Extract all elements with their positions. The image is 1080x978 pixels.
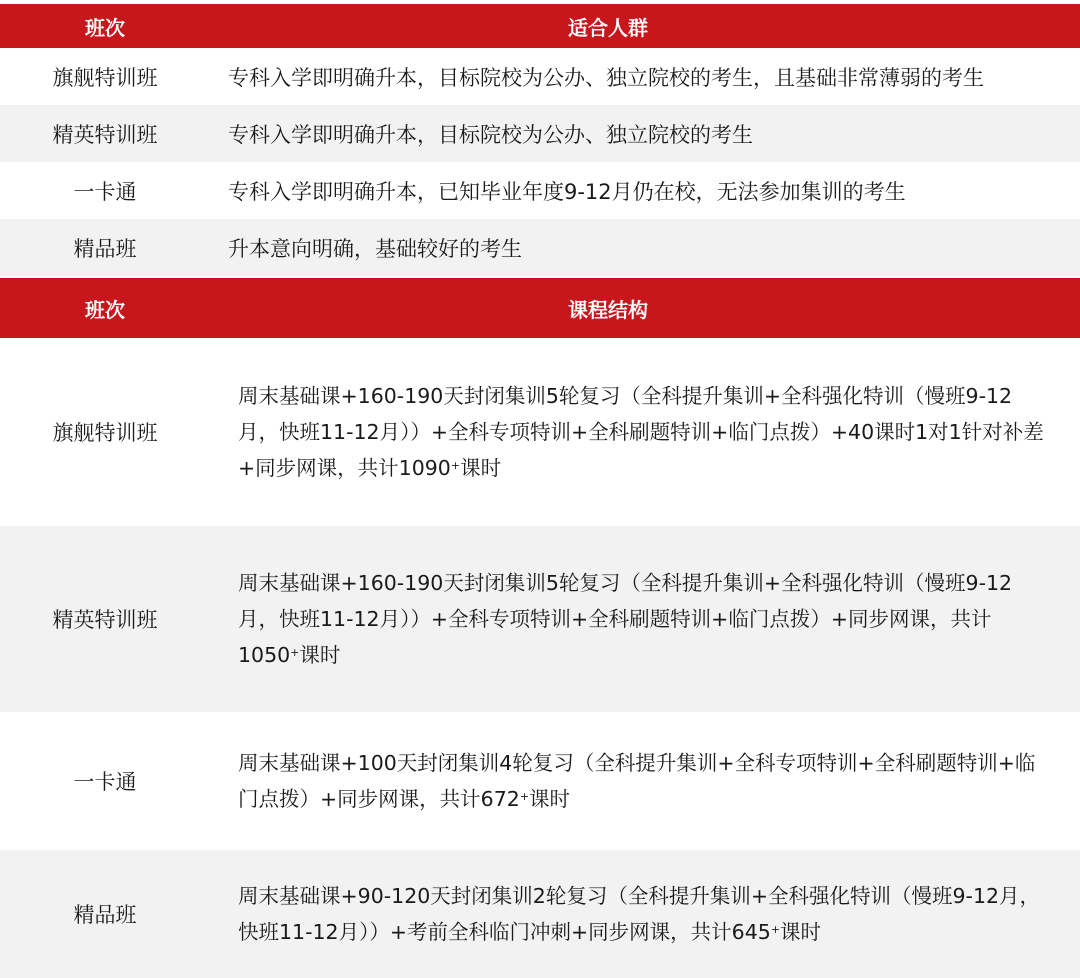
header-structure: 课程结构 — [568, 297, 648, 322]
class-name: 旗舰特训班 — [52, 65, 158, 90]
audience-desc: 升本意向明确，基础较好的考生 — [228, 236, 522, 261]
class-name: 精品班 — [73, 236, 137, 261]
table-row — [0, 850, 1080, 978]
plus-superscript: + — [290, 646, 300, 659]
course-structure-table — [0, 278, 1080, 978]
table-row — [0, 219, 1080, 276]
table-header — [0, 4, 1080, 48]
table-row — [0, 338, 1080, 526]
header-audience: 适合人群 — [568, 15, 648, 40]
plus-superscript: + — [770, 923, 781, 936]
audience-desc: 专科入学即明确升本，目标院校为公办、独立院校的考生，且基础非常薄弱的考生 — [228, 65, 984, 90]
unit-text: 课时 — [460, 456, 502, 480]
unit-text: 课时 — [780, 920, 822, 944]
header-class: 班次 — [85, 15, 125, 40]
structure-desc — [210, 745, 1080, 817]
class-name: 旗舰特训班 — [52, 421, 158, 445]
class-name: 精品班 — [73, 903, 137, 927]
class-name: 精英特训班 — [52, 122, 158, 147]
class-name: 精英特训班 — [52, 608, 158, 632]
structure-desc — [210, 565, 1080, 673]
class-name: 一卡通 — [73, 179, 137, 204]
audience-desc: 专科入学即明确升本，目标院校为公办、独立院校的考生 — [228, 122, 753, 147]
plus-superscript: + — [519, 790, 530, 803]
table-header — [0, 278, 1080, 338]
plus-superscript: + — [450, 459, 461, 472]
structure-desc — [210, 878, 1080, 950]
structure-text: 周末基础课+160-190天封闭集训5轮复习（全科提升集训+全科强化特训（慢班9-12月，快班11-12月））+全科专项特训+全科刷题特训+临门点拨）+40课时1对1针对补差+同步网课，共计1090 — [238, 384, 1044, 480]
unit-text: 课时 — [299, 643, 341, 667]
header-class: 班次 — [85, 297, 125, 322]
structure-desc — [210, 378, 1080, 486]
table-row — [0, 526, 1080, 712]
table-row — [0, 162, 1080, 219]
table-row — [0, 712, 1080, 850]
structure-text: 周末基础课+90-120天封闭集训2轮复习（全科提升集训+全科强化特训（慢班9-12月，快班11-12月））+考前全科临门冲刺+同步网课，共计645 — [238, 884, 1041, 944]
structure-text: 周末基础课+160-190天封闭集训5轮复习（全科提升集训+全科强化特训（慢班9-12月，快班11-12月））+全科专项特训+全科刷题特训+临门点拨）+同步网课，共计1050 — [238, 571, 1013, 667]
structure-text: 周末基础课+100天封闭集训4轮复习（全科提升集训+全科专项特训+全科刷题特训+临门点拨）+同步网课，共计672 — [238, 751, 1036, 811]
class-name: 一卡通 — [73, 770, 137, 794]
table-row — [0, 48, 1080, 105]
unit-text: 课时 — [529, 787, 571, 811]
target-audience-table — [0, 4, 1080, 276]
audience-desc: 专科入学即明确升本，已知毕业年度9-12月仍在校，无法参加集训的考生 — [228, 179, 906, 204]
table-row — [0, 105, 1080, 162]
